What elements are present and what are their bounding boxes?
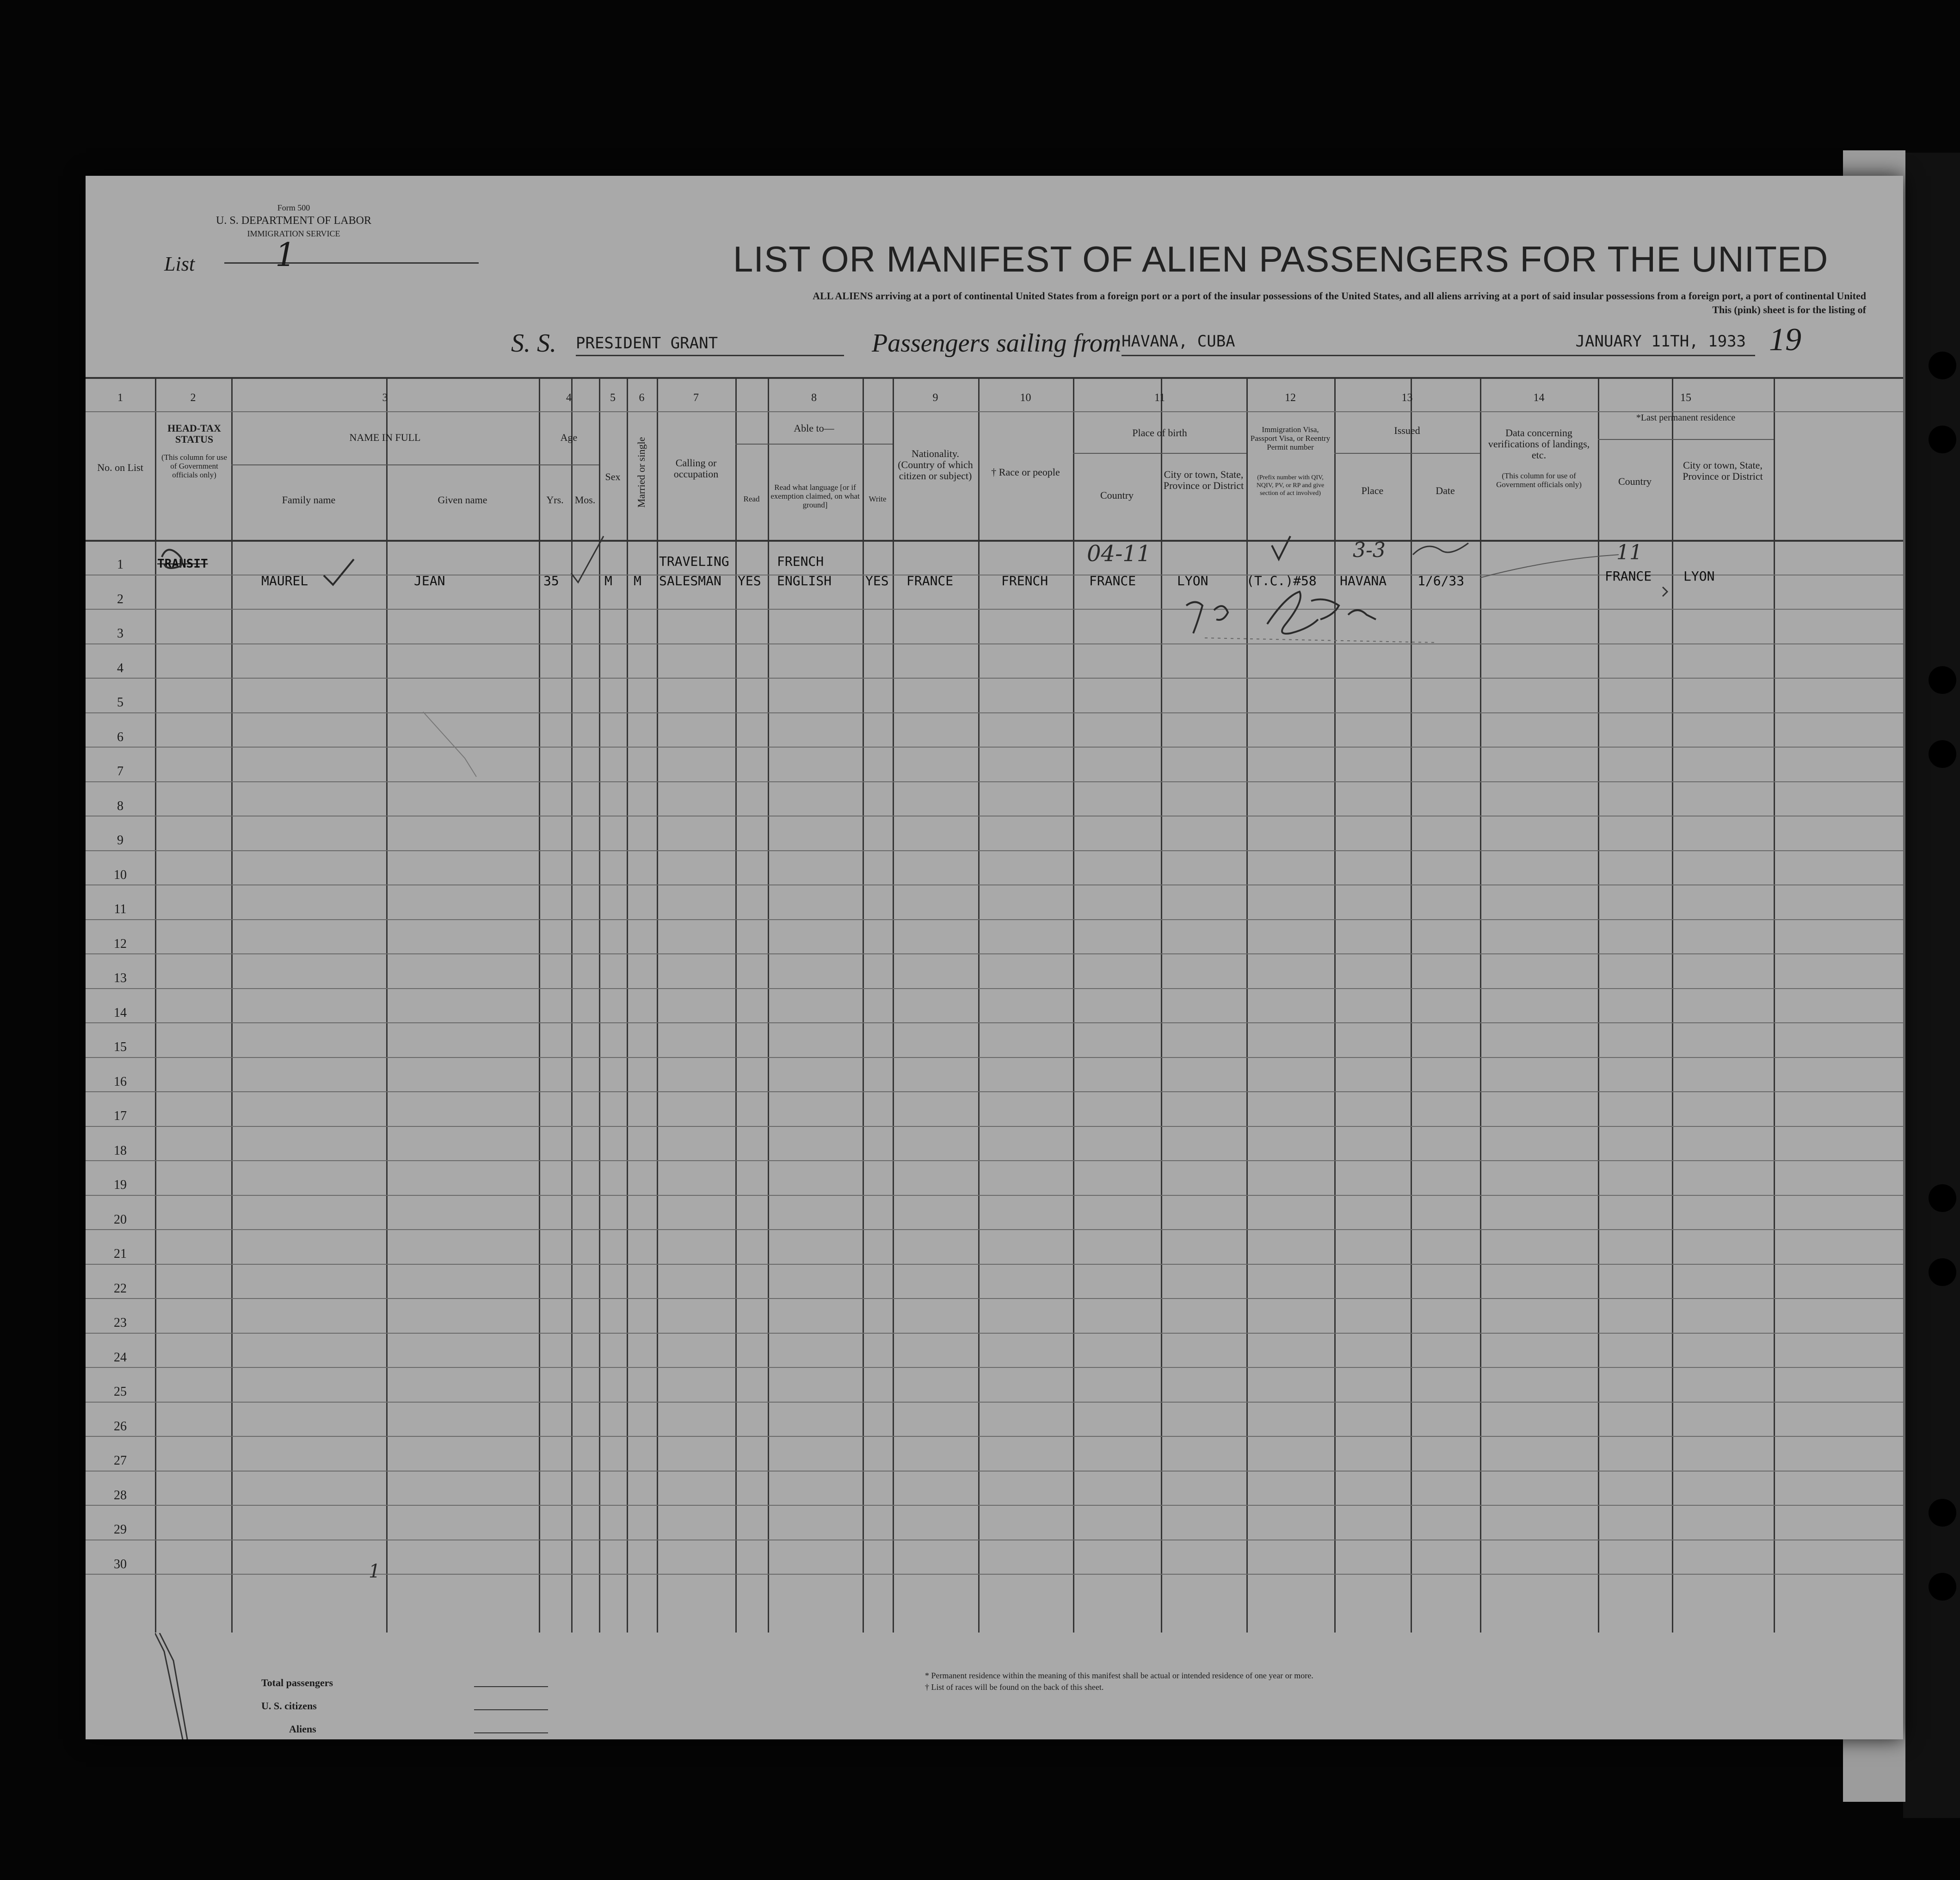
row-rule	[86, 1229, 1903, 1230]
row-number: 13	[114, 971, 127, 985]
row-number: 22	[114, 1281, 127, 1296]
column-number: 10	[1020, 392, 1031, 404]
header-place-of-birth: Place of birth	[1132, 427, 1187, 439]
header-head-tax: HEAD-TAX STATUS	[167, 422, 221, 445]
occupation-line-2: SALESMAN	[659, 573, 721, 588]
row-rule	[86, 1057, 1903, 1058]
header-res-city: City or town, State, Province or District	[1683, 459, 1763, 482]
bracket-mark	[1663, 587, 1667, 596]
row-rule	[86, 850, 1903, 851]
row-number: 10	[114, 867, 127, 882]
header-visa: Immigration Visa, Passport Visa, or Reentry Permit number	[1250, 425, 1331, 451]
row-number: 28	[114, 1488, 127, 1503]
column-divider	[1246, 379, 1248, 1633]
check-mark	[324, 559, 354, 585]
us-citizens-text: U. S. citizens	[261, 1700, 317, 1712]
total-passengers-text: Total passengers	[261, 1677, 333, 1688]
birth-subrule	[1073, 453, 1246, 454]
row-number: 17	[114, 1109, 127, 1123]
header-write: Write	[869, 495, 887, 503]
issued-date-cell: 1/6/33	[1418, 573, 1465, 588]
ship-name: PRESIDENT GRANT	[576, 328, 844, 356]
footnote-races: † List of races will be found on the back of this sheet.	[925, 1682, 1104, 1692]
birth-country-cell: FRANCE	[1089, 573, 1136, 588]
column-divider	[1161, 379, 1162, 1633]
header-birth-city: City or town, State, Province or District	[1163, 469, 1244, 491]
occupation-line-1: TRAVELING	[659, 554, 729, 569]
faint-stamp-line	[1205, 638, 1436, 643]
header-verifications-note: (This column for use of Government officials only)	[1496, 471, 1582, 489]
header-given-name: Given name	[438, 494, 487, 506]
row-number: 27	[114, 1453, 127, 1468]
row-number: 5	[117, 695, 123, 710]
row-number: 25	[114, 1385, 127, 1399]
binder-hole	[1929, 1499, 1956, 1527]
row-rule	[86, 1160, 1903, 1161]
margin-stroke	[160, 1633, 187, 1739]
binder-hole	[1929, 1258, 1956, 1286]
column-divider	[1073, 379, 1074, 1633]
row-number: 29	[114, 1522, 127, 1537]
us-citizens-label	[261, 1700, 317, 1712]
column-divider	[155, 379, 156, 1633]
column-divider	[735, 379, 737, 1633]
header-res-country: Country	[1618, 476, 1652, 487]
form-number: Form 500	[277, 203, 310, 212]
head-tax-status: TRANSIT	[157, 557, 208, 571]
column-number: 15	[1680, 392, 1691, 404]
column-number: 7	[693, 392, 699, 404]
header-read: Read	[743, 495, 760, 503]
row-rule	[86, 1436, 1903, 1437]
column-divider	[1480, 379, 1481, 1633]
row-rule	[86, 609, 1903, 610]
row-number: 15	[114, 1040, 127, 1054]
row-number: 12	[114, 936, 127, 951]
column-number: 14	[1533, 392, 1545, 404]
header-no-on-list: No. on List	[97, 462, 143, 473]
service-name: IMMIGRATION SERVICE	[247, 229, 340, 238]
column-divider	[1672, 379, 1673, 1633]
row-number: 4	[117, 661, 123, 675]
row-rule	[86, 919, 1903, 920]
column-number: 3	[382, 392, 388, 404]
row-rule	[86, 781, 1903, 782]
header-nationality: Nationality. (Country of which citizen or subject)	[898, 448, 973, 482]
row-rule	[86, 953, 1903, 954]
binder-hole	[1929, 740, 1956, 768]
marital-cell: M	[634, 573, 641, 588]
column-divider	[768, 379, 769, 1633]
binder-hole	[1929, 352, 1956, 379]
row-number: 19	[114, 1178, 127, 1192]
race-cell: FRENCH	[1001, 573, 1048, 588]
row-rule	[86, 1022, 1903, 1023]
footnote-residence: * Permanent residence within the meaning of this manifest shall be actual or intended residence of one year or more.	[925, 1671, 1313, 1680]
row-rule	[86, 747, 1903, 748]
row-rule	[86, 884, 1903, 885]
header-read-language: Read what language [or if exemption claimed, on what ground]	[770, 483, 860, 509]
visa-handwritten-annotation: 3-3	[1353, 538, 1386, 562]
manifest-sheet	[86, 176, 1903, 1739]
signature	[1267, 592, 1376, 634]
nationality-cell: FRANCE	[906, 573, 954, 588]
sailing-label: Passengers sailing from	[872, 329, 1122, 358]
margin-handwritten-mark: 1	[369, 1561, 381, 1582]
row-number: 26	[114, 1419, 127, 1434]
column-divider	[539, 379, 540, 1633]
row-rule	[86, 1091, 1903, 1092]
issued-place-cell: HAVANA	[1340, 573, 1387, 588]
header-last-residence: *Last permanent residence	[1636, 413, 1736, 423]
list-number: 1	[224, 236, 479, 264]
residence-subrule	[1598, 439, 1774, 440]
row-rule	[86, 678, 1903, 679]
column-number: 12	[1285, 392, 1296, 404]
header-issued-place: Place	[1361, 485, 1384, 496]
sex-cell: M	[604, 573, 612, 588]
manifest-table	[86, 377, 1903, 1633]
annotation-scribble	[1413, 543, 1468, 555]
column-divider	[893, 379, 894, 1633]
binder-hole	[1929, 1573, 1956, 1601]
column-divider	[1411, 379, 1412, 1633]
header-issued-date: Date	[1436, 485, 1455, 496]
residence-city-cell: LYON	[1683, 569, 1715, 584]
row-rule	[86, 1402, 1903, 1403]
header-able-to: Able to—	[794, 422, 834, 434]
voyage-line	[86, 322, 1903, 365]
name-subrule	[231, 464, 539, 465]
sailing-date: JANUARY 11TH, 1933	[1450, 328, 1755, 356]
row-number: 21	[114, 1247, 127, 1261]
row-rule	[86, 1126, 1903, 1127]
column-divider	[657, 379, 658, 1633]
column-divider	[863, 379, 864, 1633]
row-rule	[86, 1195, 1903, 1196]
row-rule	[86, 712, 1903, 713]
column-number: 11	[1154, 392, 1165, 404]
row-rule	[86, 643, 1903, 644]
column-number: 2	[190, 392, 196, 404]
visa-cell: (T.C.)#58	[1246, 573, 1317, 588]
column-number: 1	[117, 392, 123, 404]
column-divider	[386, 379, 388, 1633]
binder-hole	[1929, 666, 1956, 694]
row-rule	[86, 1264, 1903, 1265]
write-cell: YES	[865, 573, 889, 588]
margin-strokes	[155, 1633, 247, 1739]
aliens-field	[474, 1723, 548, 1733]
row-number: 11	[114, 902, 127, 916]
header-head-tax-note: (This column for use of Government officials only)	[161, 453, 228, 479]
header-name-in-full: NAME IN FULL	[349, 432, 421, 443]
row-number: 6	[117, 730, 123, 744]
department-name: U. S. DEPARTMENT OF LABOR	[216, 215, 371, 227]
ss-label: S. S.	[511, 329, 556, 358]
binder-hole	[1929, 1184, 1956, 1212]
column-divider	[1334, 379, 1336, 1633]
total-passengers-field	[474, 1677, 548, 1687]
header-yrs: Yrs.	[546, 494, 564, 506]
header-verifications: Data concerning verifications of landings, etc.	[1488, 427, 1590, 461]
birth-city-cell: LYON	[1177, 573, 1208, 588]
read-cell: YES	[738, 573, 761, 588]
row-rule	[86, 1367, 1903, 1368]
given-name-cell: JEAN	[414, 573, 445, 588]
header-sex: Sex	[605, 471, 621, 482]
year-suffix: 19	[1769, 322, 1801, 358]
row-number: 14	[114, 1005, 127, 1020]
column-divider	[571, 379, 573, 1633]
row-rule	[86, 1333, 1903, 1334]
language-line-2: ENGLISH	[777, 573, 832, 588]
age-years-cell: 35	[543, 573, 559, 588]
header-calling: Calling or occupation	[673, 457, 719, 480]
us-citizens-field	[474, 1700, 548, 1710]
row-number: 23	[114, 1316, 127, 1330]
column-divider	[627, 379, 628, 1633]
row-number: 8	[117, 798, 123, 813]
column-number: 13	[1401, 392, 1413, 404]
family-name-cell: MAUREL	[261, 573, 308, 588]
header-birth-country: Country	[1100, 489, 1134, 501]
column-divider	[1598, 379, 1599, 1633]
row-number: 16	[114, 1074, 127, 1089]
row-number: 3	[117, 626, 123, 641]
residence-country-cell: FRANCE	[1605, 569, 1652, 584]
column-number: 8	[811, 392, 817, 404]
page-title: LIST OR MANIFEST OF ALIEN PASSENGERS FOR THE UNITED	[733, 239, 1829, 279]
row-number: 20	[114, 1212, 127, 1227]
able-subrule	[735, 444, 893, 445]
row-number: 30	[114, 1557, 127, 1571]
birth-handwritten-annotation: 04-11	[1087, 541, 1151, 567]
row-rule	[86, 1298, 1903, 1299]
faint-mark	[423, 712, 476, 777]
row-rule	[86, 1574, 1903, 1575]
header-age: Age	[560, 432, 578, 443]
handwriting-strokes	[86, 379, 1903, 1633]
header-visa-note: (Prefix number with QIV, NQIV, PV, or RP and give section of act involved)	[1256, 474, 1325, 497]
form-identifier	[155, 201, 432, 240]
row-rule	[86, 1505, 1903, 1506]
row-rule	[86, 988, 1903, 989]
total-passengers-label	[261, 1677, 333, 1689]
age-subrule	[539, 464, 599, 465]
column-divider	[978, 379, 980, 1633]
language-line-1: FRENCH	[777, 554, 824, 569]
column-divider	[1774, 379, 1775, 1633]
subtitle	[409, 289, 1866, 317]
subtitle-line-2: This (pink) sheet is for the listing of	[1712, 304, 1866, 315]
column-number: 4	[566, 392, 572, 404]
row-number: 18	[114, 1143, 127, 1158]
row-number: 9	[117, 833, 123, 847]
row-number: 2	[117, 592, 123, 606]
column-number: 6	[639, 392, 645, 404]
residence-handwritten-annotation: 11	[1616, 541, 1642, 564]
header-race: † Race or people	[991, 466, 1060, 478]
column-number: 5	[610, 392, 616, 404]
header-family-name: Family name	[282, 494, 336, 506]
list-label: List	[164, 253, 195, 275]
header-issued: Issued	[1394, 425, 1420, 436]
header-married-single: Married or single	[635, 437, 647, 508]
header-mos: Mos.	[574, 494, 596, 506]
binder-hole	[1929, 426, 1956, 453]
issued-subrule	[1334, 453, 1480, 454]
departure-port: HAVANA, CUBA	[1122, 328, 1524, 356]
header-rule	[86, 411, 1903, 412]
column-divider	[599, 379, 600, 1633]
binder-strip	[1903, 153, 1960, 1818]
subtitle-line-1: ALL ALIENS arriving at a port of continental United States from a foreign port or a port of the insular possessions of the United States, and all aliens arriving at a port of said insular possessions from a foreign port, a port of continental United	[813, 290, 1866, 302]
row-rule	[86, 1471, 1903, 1472]
row-number: 7	[117, 764, 123, 779]
signature-initials	[1186, 602, 1228, 634]
aliens-text: Aliens	[289, 1723, 316, 1735]
row-number: 24	[114, 1350, 127, 1365]
row-number: 1	[117, 557, 123, 572]
column-number: 9	[932, 392, 938, 404]
column-divider	[231, 379, 233, 1633]
aliens-label	[289, 1723, 316, 1735]
